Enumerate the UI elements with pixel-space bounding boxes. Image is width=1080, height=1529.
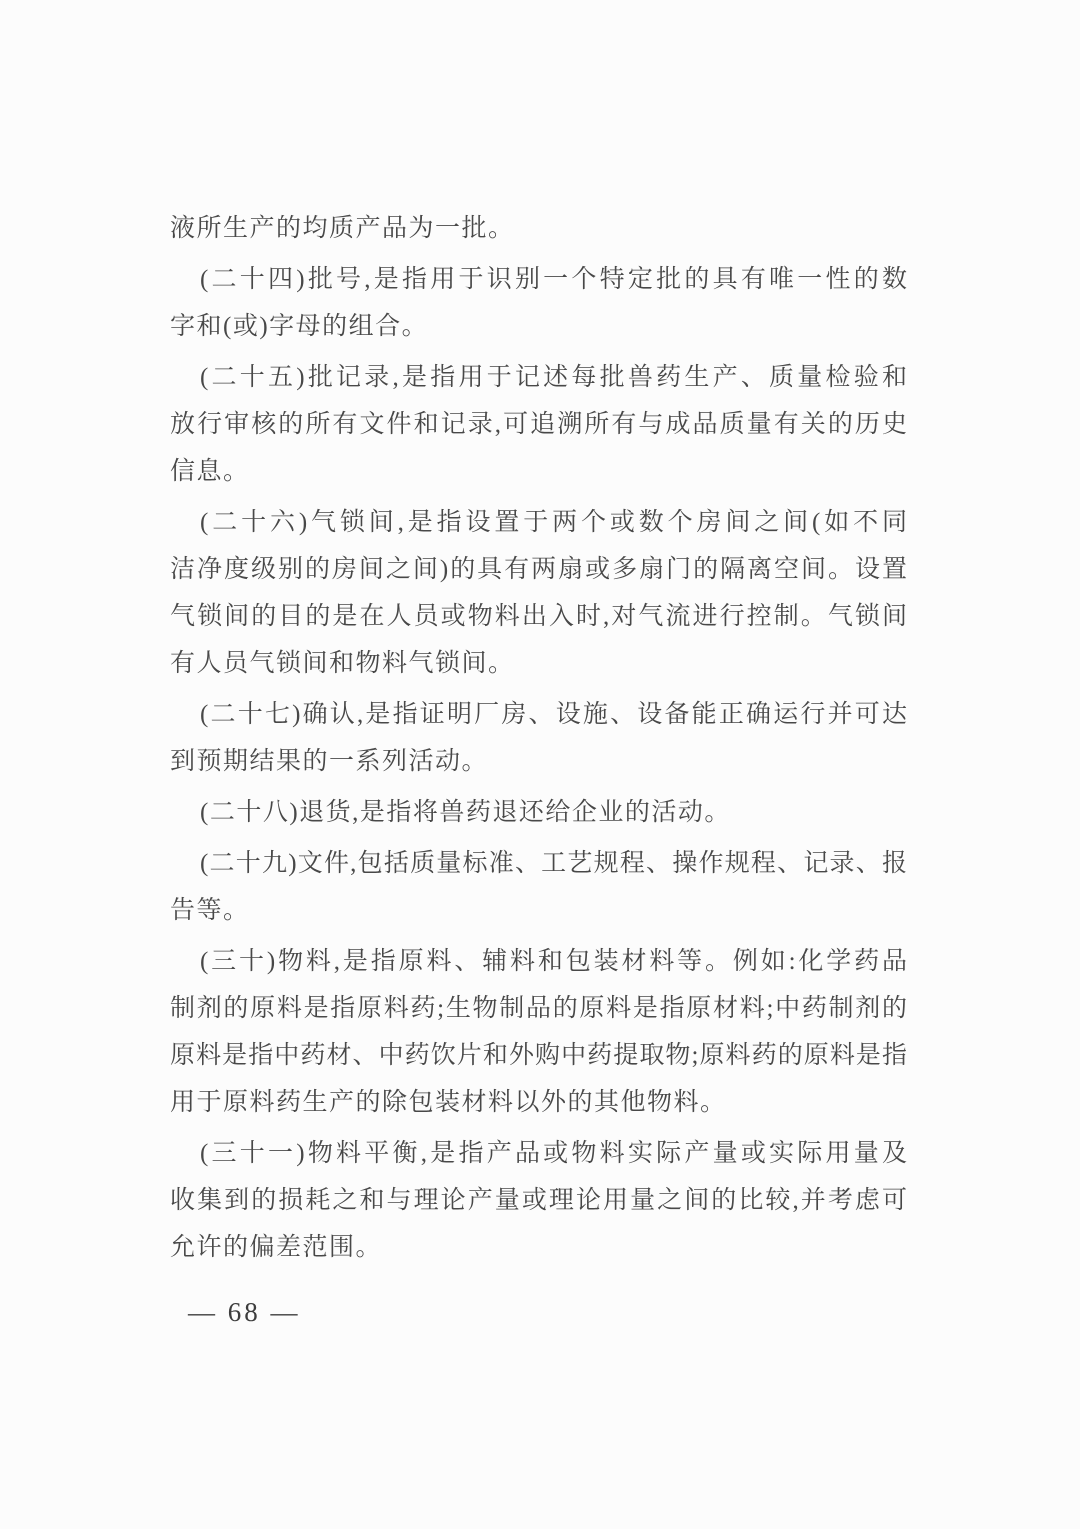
paragraph-continuation [170,205,907,252]
text-line: 气锁间的目的是在人员或物料出入时,对气流进行控制。气锁间 [170,603,907,630]
text-line: 制剂的原料是指原料药;生物制品的原料是指原材料;中药制剂的 [170,995,907,1022]
page-number: — 68 — [188,1297,301,1327]
text-line: 放行审核的所有文件和记录,可追溯所有与成品质量有关的历史 [170,411,907,438]
text-line: (二十六)气锁间,是指设置于两个或数个房间之间(如不同 [200,509,907,536]
paragraph-def-25-batch-record [170,354,907,495]
paragraph-def-27-qualification [170,691,907,785]
text-line: (二十七)确认,是指证明厂房、设施、设备能正确运行并可达 [200,701,907,728]
text-line: 到预期结果的一系列活动。 [170,748,489,775]
text-line: (二十四)批号,是指用于识别一个特定批的具有唯一性的数 [200,266,907,293]
paragraph-def-29-document [170,840,907,934]
text-line: 洁净度级别的房间之间)的具有两扇或多扇门的隔离空间。设置 [170,556,907,583]
text-line: (二十九)文件,包括质量标准、工艺规程、操作规程、记录、报 [200,850,907,877]
text-line: 字和(或)字母的组合。 [170,313,429,340]
text-block [170,205,907,1271]
text-line: 告等。 [170,897,250,924]
paragraph-def-31-material-balance [170,1130,907,1271]
paragraph-def-28-return [170,789,907,836]
text-line: 允许的偏差范围。 [170,1234,383,1261]
paragraph-def-26-airlock [170,499,907,687]
text-line: (三十一)物料平衡,是指产品或物料实际产量或实际用量及 [200,1140,907,1167]
paragraph-def-30-material [170,938,907,1126]
text-line: (二十八)退货,是指将兽药退还给企业的活动。 [200,799,731,826]
text-line: (二十五)批记录,是指用于记述每批兽药生产、质量检验和 [200,364,907,391]
text-line: 收集到的损耗之和与理论产量或理论用量之间的比较,并考虑可 [170,1187,907,1214]
paragraph-def-24-batch-number [170,256,907,350]
text-line: 信息。 [170,458,250,485]
text-line: 液所生产的均质产品为一批。 [170,215,515,242]
text-line: 原料是指中药材、中药饮片和外购中药提取物;原料药的原料是指 [170,1042,907,1069]
text-line: (三十)物料,是指原料、辅料和包装材料等。例如:化学药品 [200,948,907,975]
text-line: 用于原料药生产的除包装材料以外的其他物料。 [170,1089,727,1116]
text-line: 有人员气锁间和物料气锁间。 [170,650,515,677]
